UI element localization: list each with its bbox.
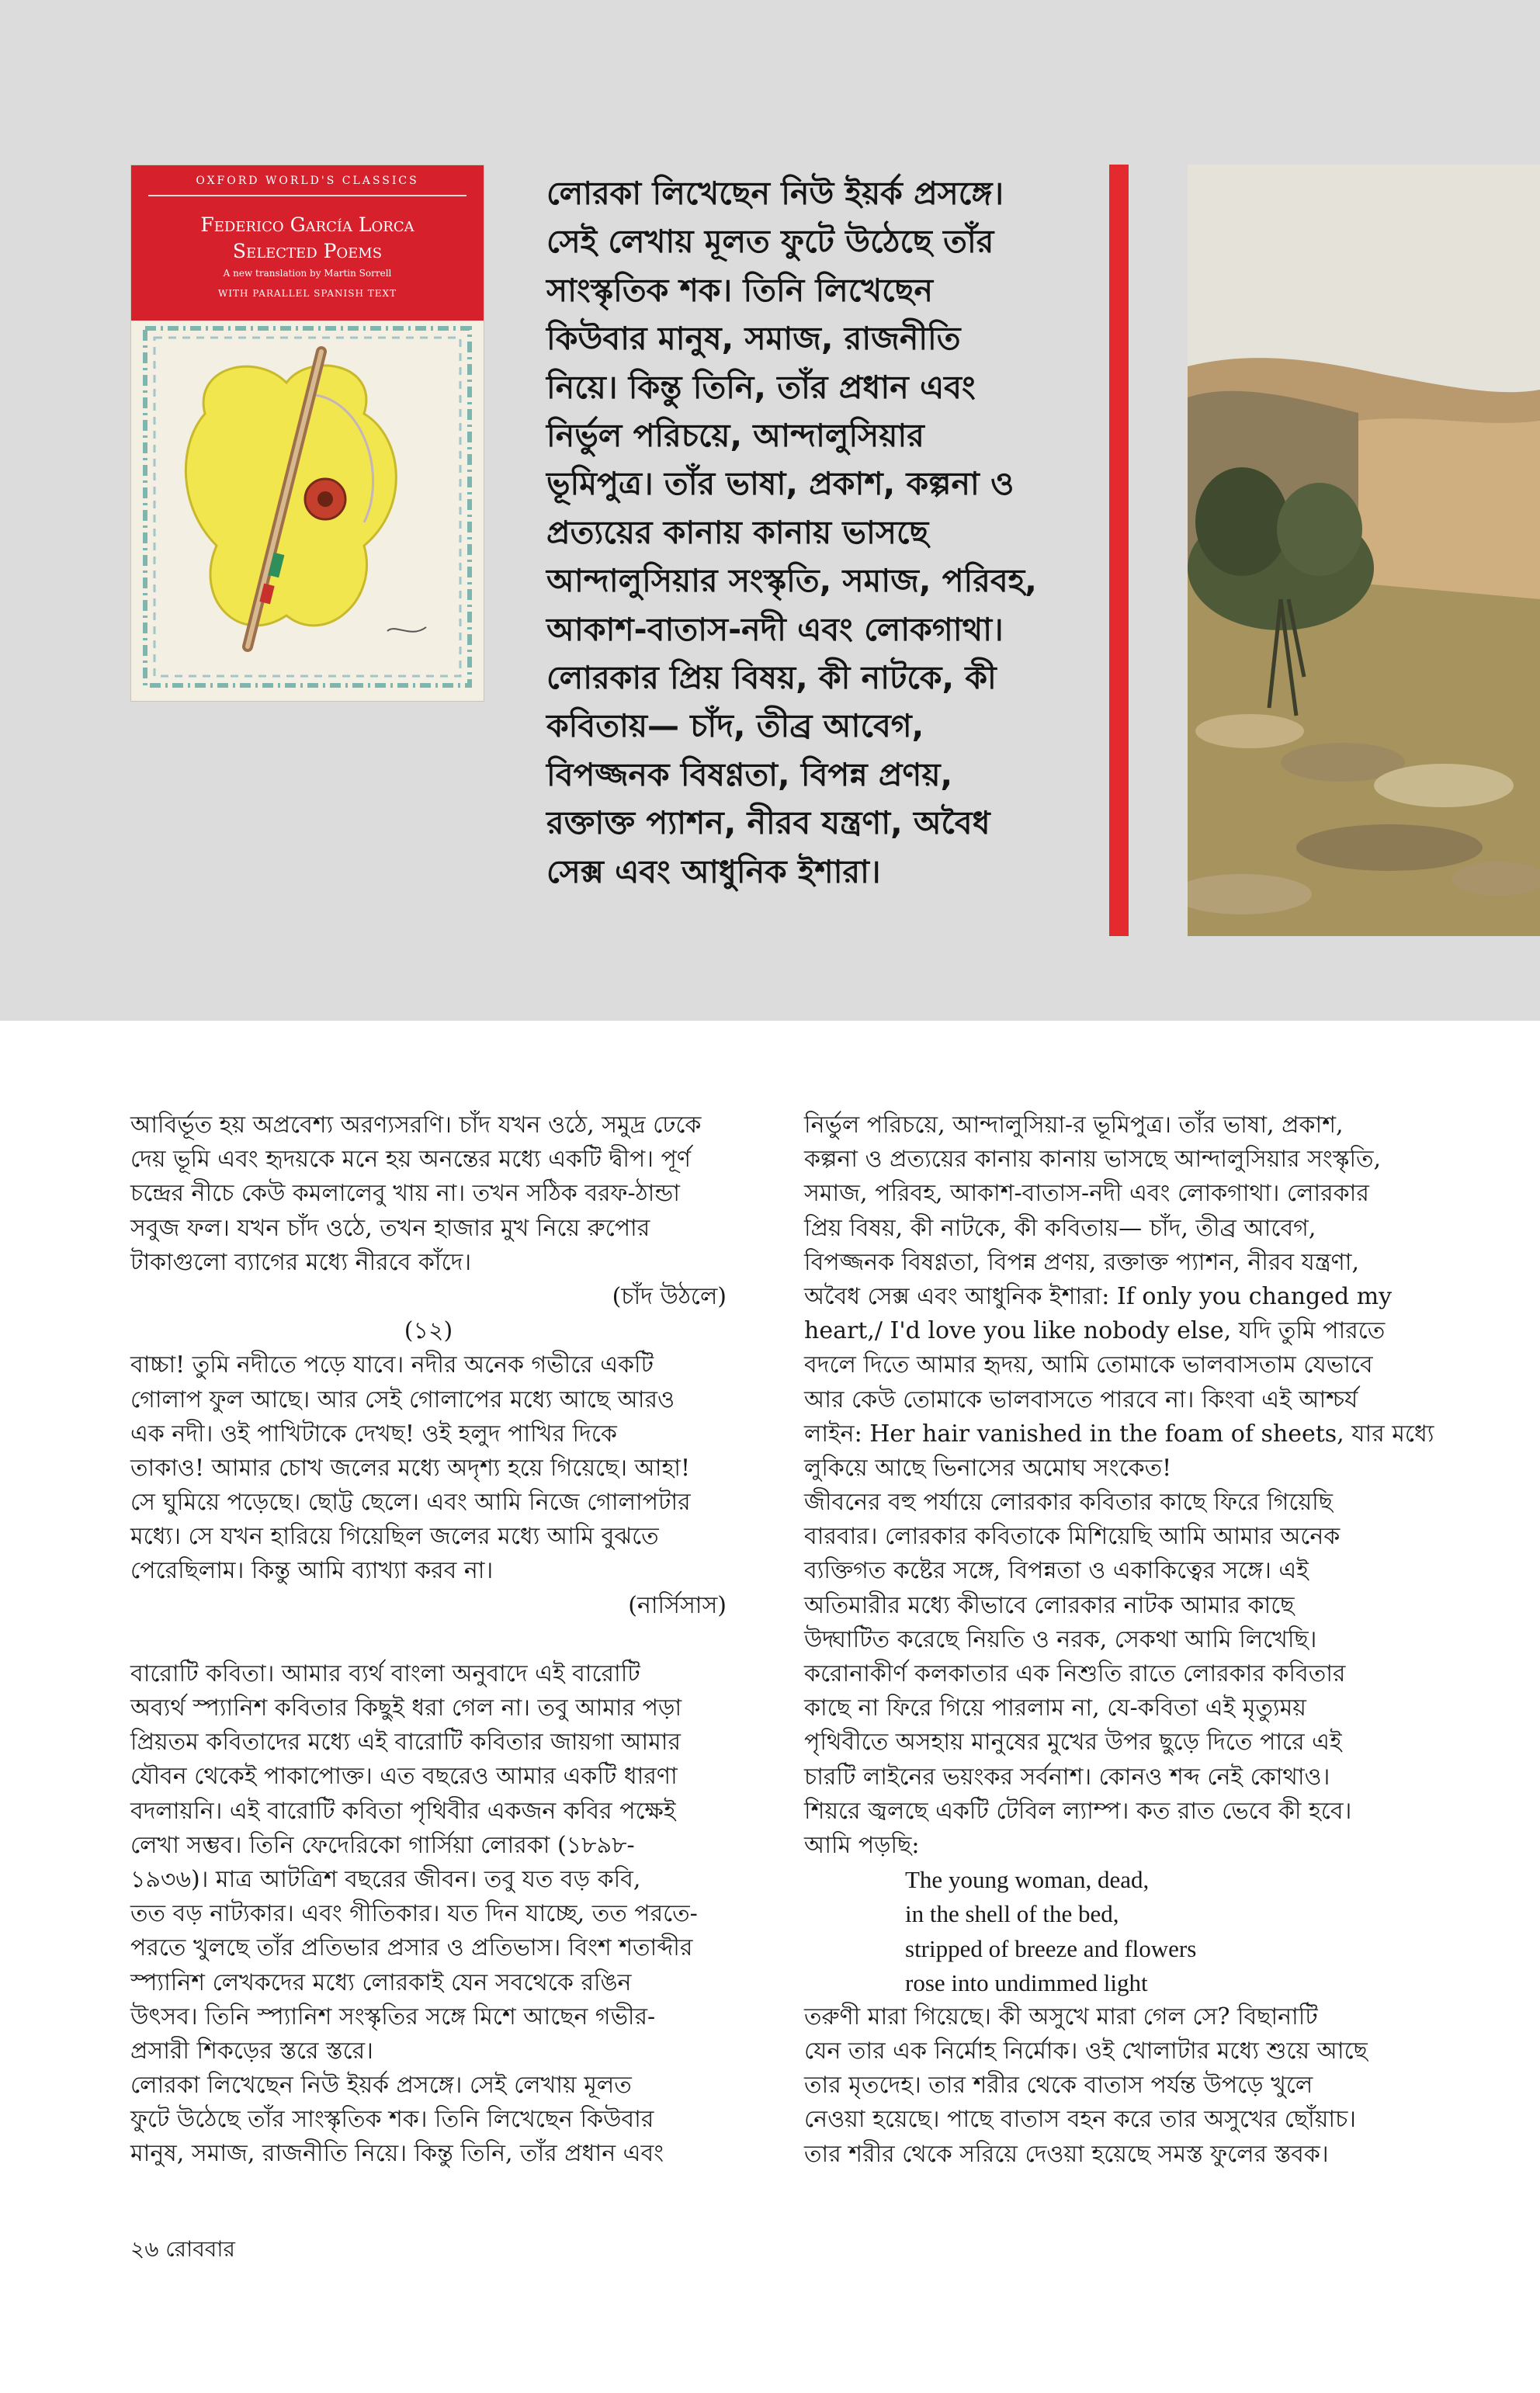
poem-excerpt [804,1863,1410,2000]
body-line: অতিমারীর মধ্যে কীভাবে লোরকার নাটক আমার কাছে [804,1591,1295,1619]
body-line: সে ঘুমিয়ে পড়েছে। ছোট্ট ছেলে। এবং আমি নিজে গোলাপটার [130,1489,691,1517]
pull-quote-line: নির্ভুল পরিচয়ে, আন্দালুসিয়ার [546,417,924,455]
body-line: আমি পড়ছি: [804,1831,920,1859]
book-cover-image [130,165,484,702]
body-line: লুকিয়ে আছে ভিনাসের অমোঘ সংকেত! [804,1454,1172,1482]
body-line: উৎসব। তিনি স্প্যানিশ সংস্কৃতির সঙ্গে মিশে আছেন গভীর- [130,2003,656,2031]
guitar-illustration [131,321,484,701]
body-line: অবৈধ সেক্স এবং আধুনিক ইশারা: If only you changed my [804,1282,1393,1310]
pull-quote-line: আকাশ-বাতাস-নদী এবং লোকগাথা। [546,610,1004,648]
body-line: নির্ভুল পরিচয়ে, আন্দালুসিয়া-র ভূমিপুত্র। তাঁর ভাষা, প্রকাশ, [804,1112,1344,1139]
body-line: শিয়রে জ্বলছে একটি টেবিল ল্যাম্প। কত রাত ভেবে কী হবে। [804,1797,1352,1825]
landscape-painting [1188,165,1540,936]
page-folio: ২৬ রোববার [130,2236,235,2262]
body-line: ব্যক্তিগত কষ্টের সঙ্গে, বিপন্নতা ও একাকিত্বের সঙ্গে। এই [804,1557,1309,1585]
paragraph-gap [130,1623,727,1657]
body-line: চন্দ্রের নীচে কেউ কমলালেবু খায় না। তখন সঠিক বরফ-ঠান্ডা [130,1180,680,1208]
body-line: পেরেছিলাম। কিন্তু আমি ব্যাখ্যা করব না। [130,1557,494,1585]
pull-quote-line: লোরকার প্রিয় বিষয়, কী নাটকে, কী [546,659,997,697]
pull-quote-line: নিয়ে। কিন্তু তিনি, তাঁর প্রধান এবং [546,368,976,406]
poem-number: (১২) [404,1317,453,1345]
body-line: জীবনের বহু পর্যায়ে লোরকার কবিতার কাছে ফিরে গিয়েছি [804,1489,1333,1517]
body-line: বারোটি কবিতা। আমার ব্যর্থ বাংলা অনুবাদে এই বারোটি [130,1659,640,1687]
body-line: অব্যর্থ স্প্যানিশ কবিতার কিছুই ধরা গেল না। তবু আমার পড়া [130,1694,682,1722]
cover-tagline: WITH PARALLEL SPANISH TEXT [217,288,397,299]
pull-quote-line: কিউবার মানুষ, সমাজ, রাজনীতি [546,320,961,358]
body-line: দেয় ভূমি এবং হৃদয়কে মনে হয় অনন্তের মধ্যে একটি দ্বীপ। পূর্ণ [130,1146,692,1174]
body-line: স্প্যানিশ লেখকদের মধ্যে লোরকাই যেন সবথেকে রঙিন [130,1968,632,1996]
poem-line: in the shell of the bed, [905,1900,1119,1928]
cover-divider [148,195,467,196]
body-line: মানুষ, সমাজ, রাজনীতি নিয়ে। কিন্তু তিনি, তাঁর প্রধান এবং [130,2140,664,2168]
body-line: প্রিয় বিষয়, কী নাটকে, কী কবিতায়— চাঁদ, তীব্র আবেগ, [804,1214,1316,1242]
body-line: তত বড় নাট্যকার। এবং গীতিকার। যত দিন যাচ্ছে, তত পরতে- [130,1900,698,1928]
body-line: এক নদী। ওই পাখিটাকে দেখছ! ওই হলুদ পাখির দিকে [130,1420,617,1448]
body-line: বদলে দিতে আমার হৃদয়, আমি তোমাকে ভালবাসতাম যেভাবে [804,1351,1373,1379]
body-line: উদ্ঘাটিত করেছে নিয়তি ও নরক, সেকথা আমি লিখেছি। [804,1625,1317,1653]
body-line: লোরকা লিখেছেন নিউ ইয়র্ক প্রসঙ্গে। সেই লেখায় মূলত [130,2072,632,2100]
pull-quote-line: বিপজ্জনক বিষণ্ণতা, বিপন্ন প্রণয়, [546,755,953,793]
body-line: ফুটে উঠেছে তাঁর সাংস্কৃতিক শক। তিনি লিখেছেন কিউবার [130,2106,654,2134]
body-line: বাচ্চা! তুমি নদীতে পড়ে যাবে। নদীর অনেক গভীরে একটি [130,1351,654,1379]
body-line: আর কেউ তোমাকে ভালবাসতে পারবে না। কিংবা এই আশ্চর্য [804,1386,1358,1413]
body-line: চারটি লাইনের ভয়ংকর সর্বনাশ। কোনও শব্দ নেই কোথাও। [804,1763,1330,1791]
body-line: আবির্ভূত হয় অপ্রবেশ্য অরণ্যসরণি। চাঁদ যখন ওঠে, সমুদ্র ঢেকে [130,1112,702,1139]
body-line: তার শরীর থেকে সরিয়ে দেওয়া হয়েছে সমস্ত ফুলের স্তবক। [804,2140,1329,2168]
poem-line: rose into undimmed light [905,1968,1148,1996]
body-line: বিপজ্জনক বিষণ্ণতা, বিপন্ন প্রণয়, রক্তাক্ত প্যাশন, নীরব যন্ত্রণা, [804,1248,1360,1276]
pull-quote-line: আন্দালুসিয়ার সংস্কৃতি, সমাজ, পরিবহ, [546,562,1037,600]
cover-series: OXFORD WORLD'S CLASSICS [196,175,419,187]
body-line: প্রসারী শিকড়ের স্তরে স্তরে। [130,2037,373,2065]
body-line: প্রিয়তম কবিতাদের মধ্যে এই বারোটি কবিতার জায়গা আমার [130,1729,682,1757]
cover-title: Selected Poems [232,240,383,262]
body-line: পৃথিবীতে অসহায় মানুষের মুখের উপর ছুড়ে দিতে পারে এই [804,1729,1342,1757]
body-line: তার মৃতদেহ। তার শরীর থেকে বাতাস পর্যন্ত উপড়ে খুলে [804,2072,1313,2100]
body-line: যৌবন থেকেই পাকাপোক্ত। এত বছরেও আমার একটি ধারণা [130,1763,678,1791]
body-line: বদলায়নি। এই বারোটি কবিতা পৃথিবীর একজন কবির পক্ষেই [130,1797,676,1825]
body-line: তরুণী মারা গিয়েছে। কী অসুখে মারা গেল সে? বিছানাটি [804,2003,1318,2031]
cover-author: Federico García Lorca [200,213,414,236]
body-line: নেওয়া হয়েছে। পাছে বাতাস বহন করে তার অসুখের ছোঁয়াচ। [804,2106,1357,2134]
pull-quote-line: সেই লেখায় মূলত ফুটে উঠেছে তাঁর [546,223,994,261]
body-line: মধ্যে। সে যখন হারিয়ে গিয়েছিল জলের মধ্যে আমি বুঝতে [130,1523,659,1551]
article-column-right [804,1108,1434,2172]
pull-quote-line: ভূমিপুত্র। তাঁর ভাষা, প্রকাশ, কল্পনা ও [546,465,1015,503]
pull-quote-line: সাংস্কৃতিক শক। তিনি লিখেছেন [546,271,933,309]
body-line: কল্পনা ও প্রত্যয়ের কানায় কানায় ভাসছে আন্দালুসিয়ার সংস্কৃতি, [804,1146,1382,1174]
body-line: সমাজ, পরিবহ, আকাশ-বাতাস-নদী এবং লোকগাথা। লোরকার [804,1180,1369,1208]
accent-bar [1109,165,1129,936]
body-line: তাকাও! আমার চোখ জলের মধ্যে অদৃশ্য হয়ে গিয়েছে। আহা! [130,1454,691,1482]
body-line: সবুজ ফল। যখন চাঁদ ওঠে, তখন হাজার মুখ নিয়ে রুপোর [130,1214,650,1242]
body-line: ১৯৩৬)। মাত্র আটত্রিশ বছরের জীবন। তবু যত বড় কবি, [130,1865,641,1893]
poem-line: stripped of breeze and flowers [905,1934,1197,1962]
poem-line: The young woman, dead, [905,1866,1150,1894]
pull-quote-line: লোরকা লিখেছেন নিউ ইয়র্ক প্রসঙ্গে। [546,175,1004,212]
body-line: পরতে খুলছে তাঁর প্রতিভার প্রসার ও প্রতিভাস। বিংশ শতাব্দীর [130,1934,693,1962]
body-line: টাকাগুলো ব্যাগের মধ্যে নীরবে কাঁদে। [130,1248,472,1276]
body-line: heart,/ I'd love you like nobody else, যদি তুমি পারতে [804,1317,1386,1345]
body-line: গোলাপ ফুল আছে। আর সেই গোলাপের মধ্যে আছে আরও [130,1386,675,1413]
body-line: করোনাকীর্ণ কলকাতার এক নিশুতি রাতে লোরকার কবিতার [804,1660,1346,1687]
body-line: লেখা সম্ভব। তিনি ফেদেরিকো গার্সিয়া লোরকা (১৮৯৮- [130,1831,635,1859]
pull-quote [546,169,1105,896]
body-line: লাইন: Her hair vanished in the foam of sheets, যার মধ্যে [804,1420,1434,1448]
poem-source: (নার্সিসাস) [628,1591,727,1619]
poem-source: (চাঁদ উঠলে) [612,1282,727,1310]
pull-quote-line: প্রত্যয়ের কানায় কানায় ভাসছে [546,513,929,551]
body-line: কাছে না ফিরে গিয়ে পারলাম না, যে-কবিতা এই মৃত্যুময় [804,1694,1306,1722]
body-line: যেন তার এক নির্মোহ নির্মোক। ওই খোলাটার মধ্যে শুয়ে আছে [804,2038,1368,2065]
right-column-text [804,1108,1434,1863]
right-column-text-continued [804,2000,1410,2172]
pull-quote-line: কবিতায়— চাঁদ, তীব্র আবেগ, [546,707,924,745]
pull-quote-line: রক্তাক্ত প্যাশন, নীরব যন্ত্রণা, অবৈধ [546,804,990,842]
pull-quote-line: সেক্স এবং আধুনিক ইশারা। [546,852,881,890]
body-line: বারবার। লোরকার কবিতাকে মিশিয়েছি আমি আমার অনেক [804,1523,1341,1551]
cover-subtitle: A new translation by Martin Sorrell [223,268,392,279]
article-column-left [130,1108,727,2172]
